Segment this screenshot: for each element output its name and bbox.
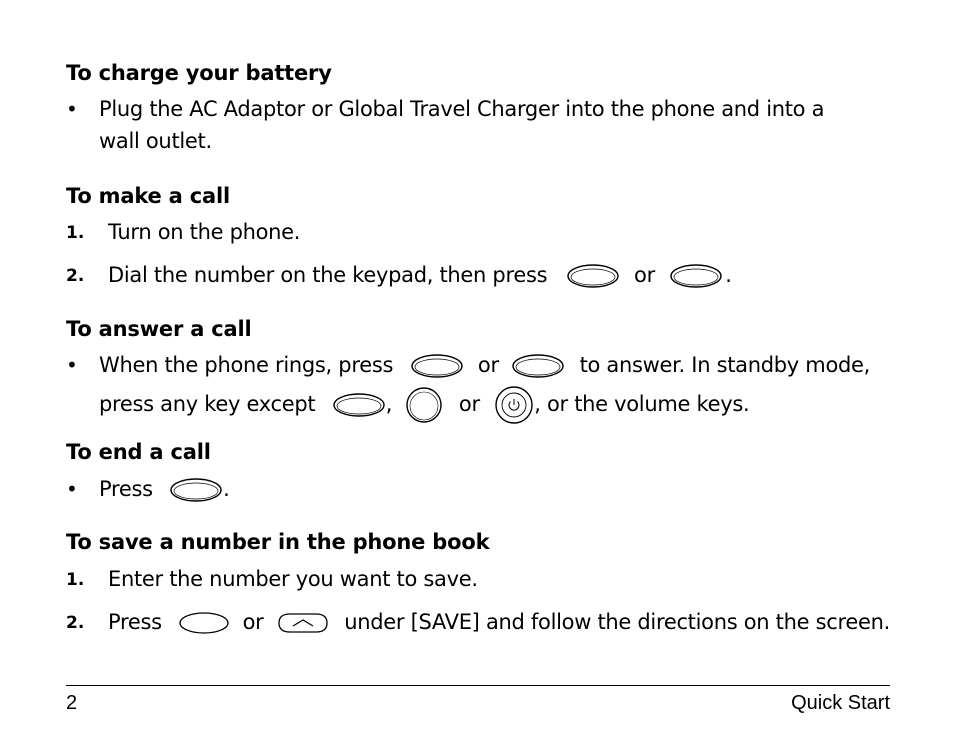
power-key-icon (494, 385, 534, 425)
or-text: or (242, 610, 264, 634)
oval-send-key-icon (410, 353, 464, 379)
step-number: 2. (66, 613, 85, 633)
step-number: 1. (66, 223, 85, 243)
heading-save-number: To save a number in the phone book (66, 530, 490, 554)
oval-end-key-icon (332, 392, 386, 418)
charge-text-line2: wall outlet. (99, 129, 212, 153)
step-number: 2. (66, 266, 85, 286)
period: . (223, 477, 230, 501)
make-call-step2-line (108, 262, 732, 289)
answer-call-line1 (99, 352, 870, 379)
answer-text: to answer. In standby mode, (579, 353, 871, 377)
oval-end-key-icon (169, 477, 223, 503)
manual-page (66, 0, 890, 738)
period: . (725, 263, 732, 287)
or-text: or (477, 353, 499, 377)
footer-divider (66, 685, 890, 686)
page-number: 2 (66, 692, 78, 714)
heading-end-call: To end a call (66, 440, 211, 464)
footer-section-title: Quick Start (791, 692, 890, 714)
bullet: • (66, 97, 78, 121)
answer-text: When the phone rings, press (99, 353, 394, 377)
heading-charge-battery: To charge your battery (66, 61, 332, 85)
or-text: or (458, 392, 480, 416)
heading-make-call: To make a call (66, 184, 230, 208)
oval-soft-key-icon (178, 611, 230, 635)
or-text: or (634, 263, 655, 287)
bullet: • (66, 353, 78, 377)
answer-text: , or the volume keys. (534, 392, 750, 416)
oval-send-key-icon (566, 263, 620, 289)
answer-call-line2 (99, 385, 749, 425)
save-step2-text: Press (108, 610, 162, 634)
charge-text-line1: Plug the AC Adaptor or Global Travel Charger into the phone and into a (99, 97, 825, 121)
end-call-text: Press (99, 477, 153, 501)
answer-text: press any key except (99, 392, 316, 416)
heading-answer-call: To answer a call (66, 317, 252, 341)
navigation-up-key-icon (276, 611, 330, 635)
oval-ok-key-icon (511, 353, 565, 379)
oval-ok-key-icon (669, 263, 723, 289)
circle-clear-key-icon (405, 386, 443, 424)
make-call-step1-text: Turn on the phone. (108, 220, 301, 244)
step-number: 1. (66, 570, 85, 590)
save-step2-line (108, 609, 890, 635)
save-step2-text: under [SAVE] and follow the directions on the screen. (344, 610, 890, 634)
end-call-line (99, 476, 230, 503)
save-step1-text: Enter the number you want to save. (108, 567, 478, 591)
bullet: • (66, 477, 78, 501)
comma: , (385, 392, 393, 416)
make-call-step2-text: Dial the number on the keypad, then press (108, 263, 548, 287)
